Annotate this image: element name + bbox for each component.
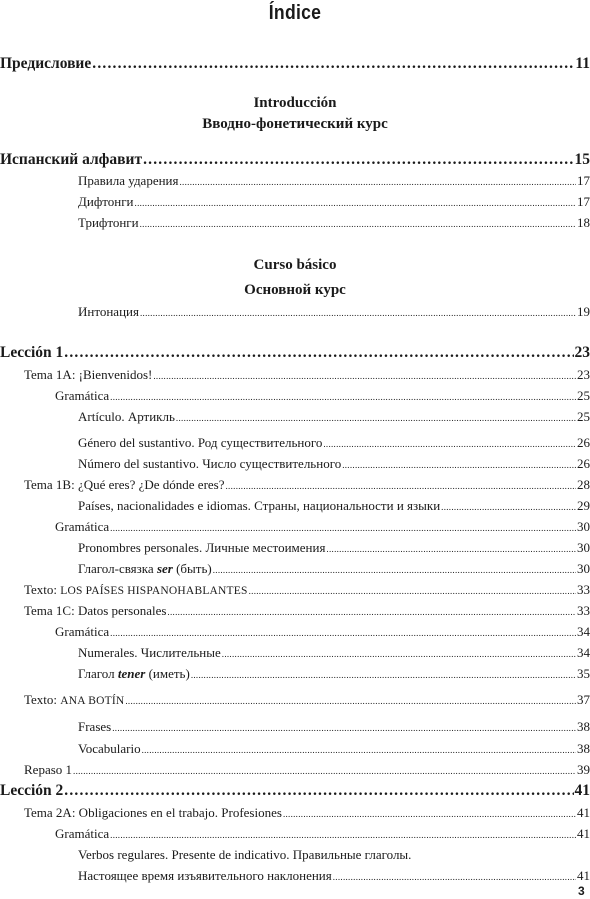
toc-entry[interactable] [55,388,590,404]
toc-entry-title: Правила ударения [78,173,179,188]
toc-entry-page: 26 [577,456,590,471]
toc-entry-page: 29 [577,498,590,513]
toc-entry[interactable] [78,868,590,884]
toc-entry[interactable] [55,826,590,842]
toc-entry-page: 41 [577,868,590,883]
dot-leader [249,586,576,596]
dot-leader [176,413,576,423]
toc-entry-page: 35 [577,666,590,681]
dot-leader [153,371,576,381]
dot-leader [323,439,576,449]
dot-leader [135,198,576,208]
toc-entry[interactable] [55,519,590,535]
dot-leader [64,344,573,362]
section-heading: Curso básico [253,257,337,273]
toc-entry-title: Frases [78,719,112,734]
toc-entry-title: Gramática [55,519,110,534]
toc-entry[interactable] [78,435,590,451]
toc-entry-page: 30 [577,561,590,576]
dot-leader [92,55,574,73]
toc-entry-title: Настоящее время изъявительного наклонения [78,868,332,883]
dot-leader [64,782,573,800]
toc-entry[interactable] [24,692,590,708]
toc-entry-page: 23 [577,367,590,382]
dot-leader [110,830,576,840]
toc-entry[interactable] [78,741,590,757]
toc-entry-title: Texto: LOS PAÍSES HISPANOHABLANTES [24,582,248,597]
toc-entry-page: 11 [575,55,590,72]
toc-entry-title: Предисловие [0,55,92,72]
toc-entry[interactable] [78,540,590,556]
dot-leader [140,308,576,318]
toc-entry-page: 15 [574,151,590,168]
toc-entry-title: Глагол tener (иметь) [78,666,190,681]
dot-leader [112,723,576,733]
toc-entry-title: Texto: ANA BOTÍN [24,692,125,707]
toc-entry-title: Gramática [55,826,110,841]
toc-entry-title: Tema 1A: ¡Bienvenidos! [24,367,153,382]
toc-entry[interactable] [78,847,590,863]
toc-entry[interactable] [0,782,590,800]
page-number: 3 [578,884,585,898]
section-heading: Вводно-фонетический курс [202,116,388,132]
toc-entry[interactable] [24,603,590,619]
toc-entry-page: 17 [577,173,590,188]
toc-entry[interactable] [78,409,590,425]
toc-entry[interactable] [78,194,590,210]
toc-entry-title: Tema 1C: Datos personales [24,603,167,618]
toc-entry[interactable] [0,55,590,73]
toc-entry[interactable] [78,498,590,514]
dot-leader [110,628,576,638]
dot-leader [326,544,576,554]
toc-entry[interactable] [78,173,590,189]
toc-entry[interactable] [0,151,590,169]
dot-leader [441,502,576,512]
toc-entry-page: 33 [577,582,590,597]
toc-entry-title: Интонация [78,304,139,319]
dot-leader [226,481,577,491]
toc-entry-title: Дифтонги [78,194,134,209]
toc-entry-page: 28 [577,477,590,492]
toc-entry[interactable] [24,762,590,778]
page-title: Índice [268,2,322,24]
toc-entry-page: 23 [574,344,590,361]
dot-leader [222,649,576,659]
toc-entry-title: Repaso 1 [24,762,73,777]
toc-entry-title: Pronombres personales. Личные местоимения [78,540,326,555]
toc-entry[interactable] [24,582,590,598]
toc-entry-page: 17 [577,194,590,209]
toc-entry-page: 41 [577,826,590,841]
toc-entry-page: 34 [577,624,590,639]
toc-entry-page: 37 [577,692,590,707]
toc-entry-page: 41 [577,805,590,820]
dot-leader [283,809,576,819]
section-heading: Основной курс [244,282,346,298]
dot-leader [110,392,576,402]
toc-entry-title: Испанский алфавит [0,151,143,168]
toc-entry[interactable] [78,304,590,320]
toc-entry-page: 41 [574,782,590,799]
toc-entry[interactable] [78,561,590,577]
toc-entry[interactable] [24,477,590,493]
toc-entry-page: 30 [577,540,590,555]
dot-leader [191,670,576,680]
toc-entry[interactable] [24,367,590,383]
dot-leader [213,565,576,575]
toc-entry[interactable] [78,645,590,661]
dot-leader [73,766,576,776]
dot-leader [333,872,576,882]
toc-entry-title: Numerales. Числительные [78,645,221,660]
toc-entry[interactable] [78,666,590,682]
toc-entry-page: 25 [577,409,590,424]
toc-entry-title: Verbos regulares. Presente de indicativo. Правильные глаголы. [78,847,412,862]
toc-entry-title: Países, nacionalidades e idiomas. Страны, национальности и языки [78,498,441,513]
toc-entry-page: 38 [577,719,590,734]
toc-entry-page: 25 [577,388,590,403]
dot-leader [140,219,576,229]
toc-entry[interactable] [78,215,590,231]
toc-entry-title: Género del sustantivo. Род существительного [78,435,323,450]
toc-entry-title: Tema 1B: ¿Qué eres? ¿De dónde eres? [24,477,225,492]
toc-entry-title: Vocabulario [78,741,141,756]
section-heading: Introducción [253,95,337,111]
toc-entry-title: Gramática [55,388,110,403]
toc-entry-title: Lección 2 [0,782,64,799]
dot-leader [143,151,573,169]
dot-leader [142,745,576,755]
toc-entry-title: Трифтонги [78,215,139,230]
toc-entry-page: 26 [577,435,590,450]
toc-entry-title: Tema 2A: Obligaciones en el trabajo. Profesiones [24,805,282,820]
toc-entry-page: 38 [577,741,590,756]
dot-leader [110,523,576,533]
toc-entry-title: Artículo. Артикль [78,409,175,424]
toc-entry[interactable] [78,456,590,472]
dot-leader [167,607,576,617]
toc-entry-title: Lección 1 [0,344,64,361]
toc-entry-title: Глагол-связка ser (быть) [78,561,212,576]
dot-leader [125,696,576,706]
toc-entry[interactable] [0,344,590,362]
toc-entry-title: Número del sustantivo. Число существительного [78,456,342,471]
toc-entry[interactable] [55,624,590,640]
toc-entry-page: 33 [577,603,590,618]
toc-entry-title: Gramática [55,624,110,639]
toc-entry-page: 39 [577,762,590,777]
toc-entry-page: 18 [577,215,590,230]
dot-leader [342,460,576,470]
toc-entry[interactable] [78,719,590,735]
toc-entry-page: 30 [577,519,590,534]
toc-entry[interactable] [24,805,590,821]
toc-entry-page: 19 [577,304,590,319]
dot-leader [180,177,577,187]
toc-entry-page: 34 [577,645,590,660]
